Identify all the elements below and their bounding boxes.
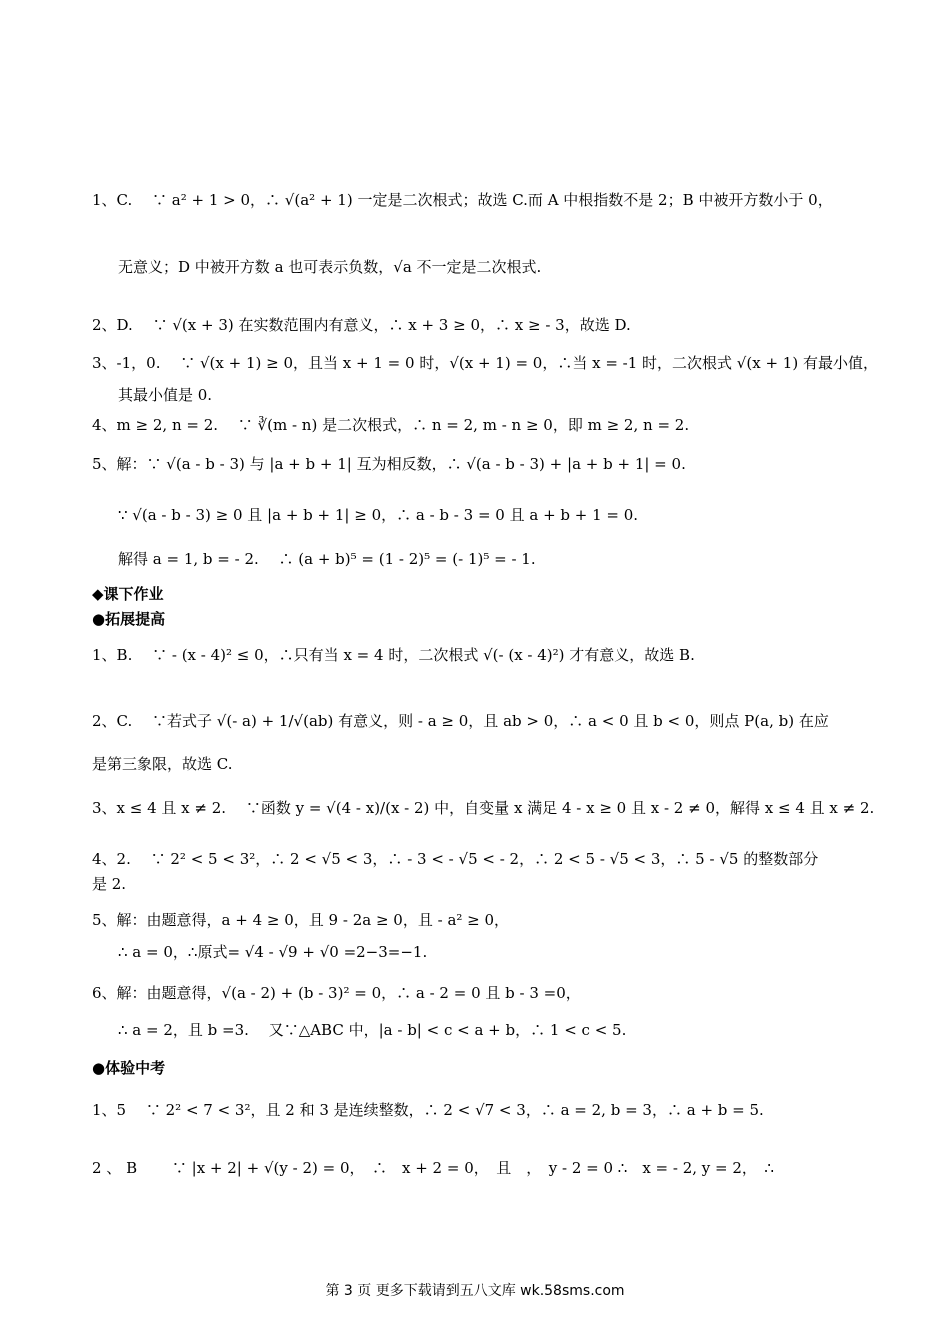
answer-4: 4、m ≥ 2, n = 2. ∵ ∛(m - n) 是二次根式，∴ n = 2, m - n ≥ 0，即 m ≥ 2, n = 2. <box>92 416 690 434</box>
answer-3-line-2: 其最小值是 0. <box>118 386 213 404</box>
ext-answer-4-line-1: 4、2. ∵ 2² < 5 < 3²，∴ 2 < √5 < 3，∴ - 3 < - √5 < - 2，∴ 2 < 5 - √5 < 3，∴ 5 - √5 的整数部分 <box>92 850 819 868</box>
answer-5-line-2: ∵ √(a - b - 3) ≥ 0 且 |a + b + 1| ≥ 0，∴ a - b - 3 = 0 且 a + b + 1 = 0. <box>118 506 639 524</box>
section-extension: ●拓展提高 <box>92 610 166 628</box>
exam-answer-1: 1、5 ∵ 2² < 7 < 3²，且 2 和 3 是连续整数，∴ 2 < √7 < 3，∴ a = 2, b = 3，∴ a + b = 5. <box>92 1101 764 1119</box>
page-footer: 第 3 页 更多下载请到五八文库 wk.58sms.com <box>325 1283 625 1299</box>
ext-answer-3: 3、x ≤ 4 且 x ≠ 2. ∵函数 y = √(4 - x)/(x - 2) 中，自变量 x 满足 4 - x ≥ 0 且 x - 2 ≠ 0，解得 x ≤ 4 且 x ≠ 2. <box>92 799 875 817</box>
answer-1-line-2: 无意义；D 中被开方数 a 也可表示负数，√a 不一定是二次根式. <box>118 258 542 276</box>
answer-2: 2、D. ∵ √(x + 3) 在实数范围内有意义，∴ x + 3 ≥ 0，∴ x ≥ - 3，故选 D. <box>92 316 631 334</box>
ext-answer-4-line-2: 是 2. <box>92 875 127 893</box>
ext-answer-5-line-1: 5、解：由题意得，a + 4 ≥ 0，且 9 - 2a ≥ 0，且 - a² ≥ 0， <box>92 911 510 929</box>
ext-answer-1: 1、B. ∵ - (x - 4)² ≤ 0，∴只有当 x = 4 时，二次根式 √(- (x - 4)²) 才有意义，故选 B. <box>92 646 695 664</box>
answer-3-line-1: 3、-1，0. ∵ √(x + 1) ≥ 0，且当 x + 1 = 0 时，√(x + 1) = 0，∴当 x = -1 时，二次根式 √(x + 1) 有最小值， <box>92 354 878 372</box>
ext-answer-6-line-2: ∴ a = 2，且 b =3. 又∵△ABC 中，|a - b| < c < a + b，∴ 1 < c < 5. <box>118 1021 627 1039</box>
exam-answer-2: 2 、 B ∵ |x + 2| + √(y - 2) = 0， ∴ x + 2 = 0， 且 ， y - 2 = 0 ∴ x = - 2, y = 2， ∴ <box>92 1159 774 1177</box>
ext-answer-2-line-2: 是第三象限，故选 C. <box>92 755 233 773</box>
answer-5-line-1: 5、解：∵ √(a - b - 3) 与 |a + b + 1| 互为相反数，∴ √(a - b - 3) + |a + b + 1| = 0. <box>92 455 686 473</box>
section-homework: ◆课下作业 <box>92 585 164 603</box>
answer-5-line-3: 解得 a = 1, b = - 2. ∴ (a + b)⁵ = (1 - 2)⁵ = (- 1)⁵ = - 1. <box>118 550 536 568</box>
section-exam: ●体验中考 <box>92 1059 166 1077</box>
ext-answer-6-line-1: 6、解：由题意得，√(a - 2) + (b - 3)² = 0，∴ a - 2 = 0 且 b - 3 =0， <box>92 984 581 1002</box>
ext-answer-5-line-2: ∴ a = 0，∴原式= √4 - √9 + √0 =2−3=−1. <box>118 943 428 961</box>
answer-1-line-1: 1、C. ∵ a² + 1 > 0，∴ √(a² + 1) 一定是二次根式；故选 C.而 A 中根指数不是 2；B 中被开方数小于 0， <box>92 191 833 209</box>
ext-answer-2-line-1: 2、C. ∵若式子 √(- a) + 1/√(ab) 有意义，则 - a ≥ 0，且 ab > 0，∴ a < 0 且 b < 0，则点 P(a, b) 在应 <box>92 712 829 730</box>
